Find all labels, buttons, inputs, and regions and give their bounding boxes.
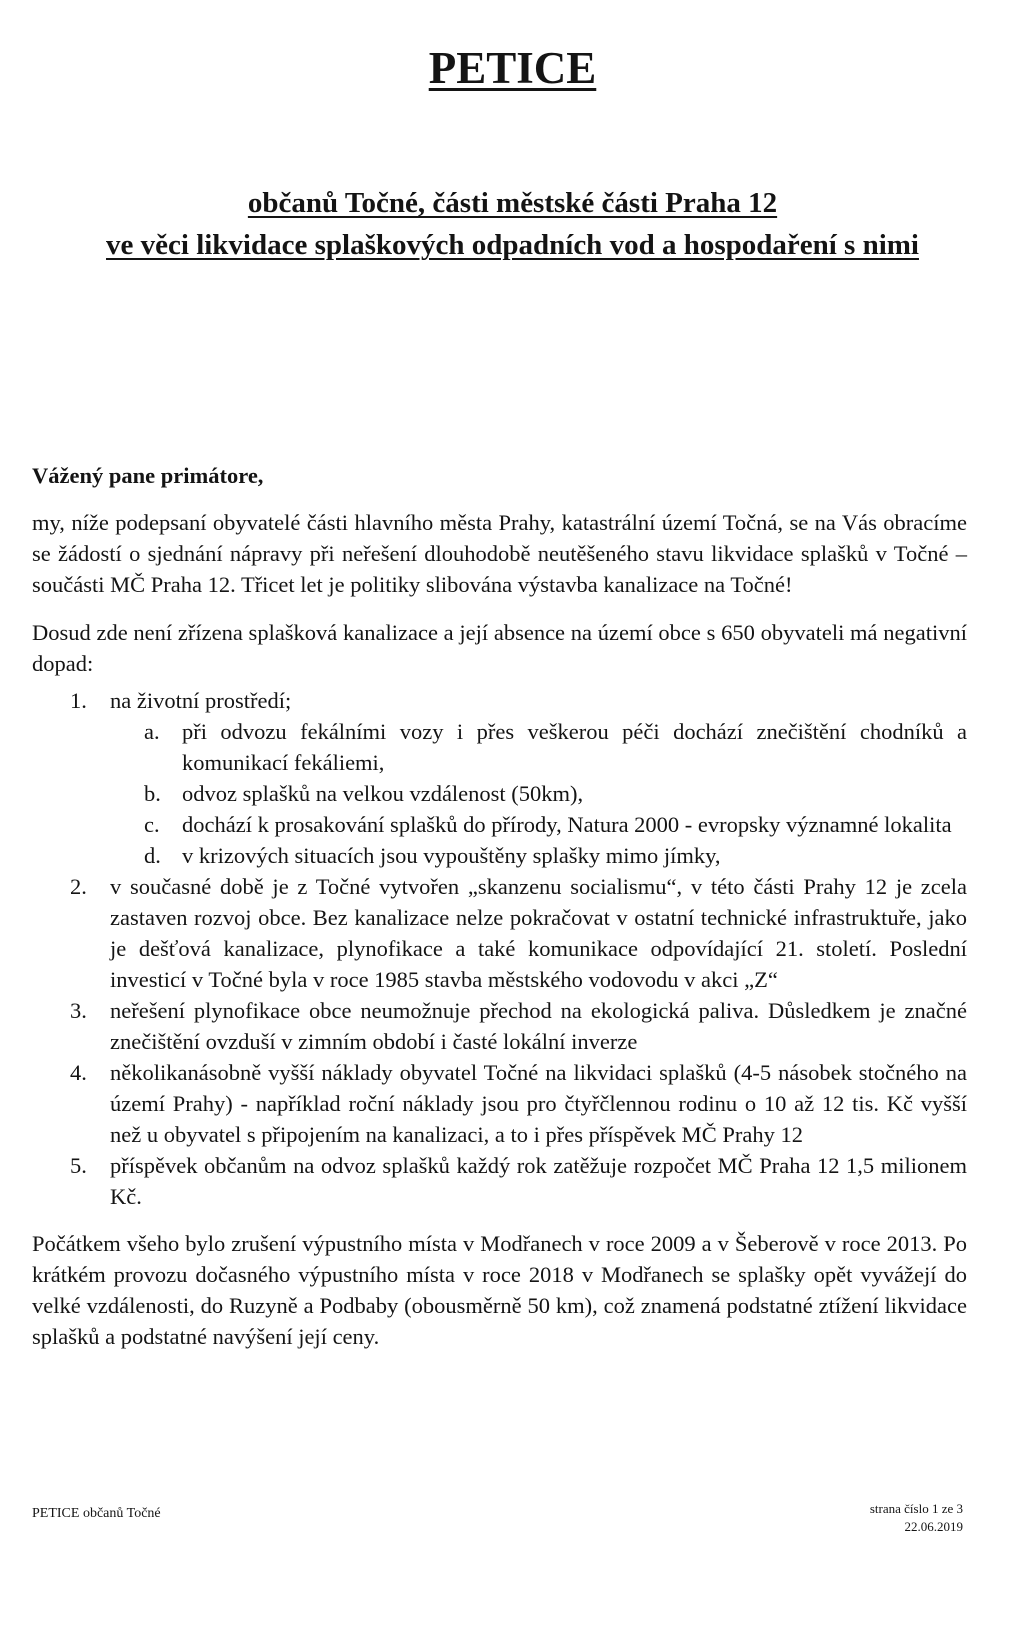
sub-list-item <box>110 840 967 871</box>
sub-list-item-text: dochází k prosakování splašků do přírody, Natura 2000 - evropsky významné lokalita <box>182 812 952 837</box>
list-item <box>32 685 967 871</box>
sub-list-item <box>110 716 967 778</box>
footer-date: 22.06.2019 <box>904 1519 963 1534</box>
list-item-number: 2. <box>70 874 87 899</box>
sub-list-item-letter: b. <box>144 781 161 806</box>
impact-intro-paragraph: Dosud zde není zřízena splašková kanalizace a její absence na území obce s 650 obyvateli má negativní dopad: <box>32 620 967 676</box>
list-item-text: neřešení plynofikace obce neumožnuje přechod na ekologická paliva. Důsledkem je značné znečištění ovzduší v zimním období i časté lokální inverze <box>110 998 967 1054</box>
salutation: Vážený pane primátore, <box>32 463 264 488</box>
closing-paragraph: Počátkem všeho bylo zrušení výpustního místa v Modřanech v roce 2009 a v Šeberově v roce 2013. Po krátkém provozu dočasného výpustního místa v roce 2018 v Modřanech se splašky opět vyvážejí do velké vzdálenosti, do Ruzyně a Podbaby (obousměrně 50 km), což znamená podstatné ztížení likvidace splašků a podstatné navýšení její ceny. <box>32 1231 967 1349</box>
document-subtitle <box>0 182 1025 266</box>
subtitle-line-2: ve věci likvidace splaškových odpadních vod a hospodaření s nimi <box>106 229 919 261</box>
sub-list-item-text: v krizových situacích jsou vypouštěny splašky mimo jímky, <box>182 843 721 868</box>
footer-page-number: strana číslo 1 ze 3 <box>869 1501 963 1516</box>
list-item-number: 4. <box>70 1060 87 1085</box>
list-item-number: 3. <box>70 998 87 1023</box>
sub-list-item <box>110 778 967 809</box>
sub-list-item-letter: c. <box>144 812 160 837</box>
sub-list-item-text: při odvozu fekálními vozy i přes veškerou péči dochází znečištění chodníků a komunikací fekáliemi, <box>182 719 967 775</box>
footer-page-info <box>870 1500 963 1536</box>
impact-list <box>32 685 967 1212</box>
sub-list <box>32 716 967 871</box>
list-item <box>32 995 967 1057</box>
petition-body <box>32 460 967 1369</box>
list-item <box>32 871 967 995</box>
sub-list-item <box>110 809 967 840</box>
list-item-number: 1. <box>70 688 87 713</box>
list-item-number: 5. <box>70 1153 87 1178</box>
list-item <box>32 1057 967 1150</box>
list-item-text: příspěvek občanům na odvoz splašků každý rok zatěžuje rozpočet MČ Praha 12 1,5 milionem Kč. <box>110 1153 967 1209</box>
subtitle-line-1: občanů Točné, části městské části Praha 12 <box>247 187 778 219</box>
list-item-text: několikanásobně vyšší náklady obyvatel Točné na likvidaci splašků (4-5 násobek stočného na území Prahy) - například roční náklady jsou pro čtyřčlennou rodinu o 10 až 12 tis. Kč vyšší než u obyvatel s připojením na kanalizaci, a to i přes příspěvek MČ Prahy 12 <box>110 1060 967 1147</box>
list-item-text: na životní prostředí; <box>110 688 292 713</box>
sub-list-item-letter: d. <box>144 843 161 868</box>
list-item-text: v současné době je z Točné vytvořen „skanzenu socialismu“, v této části Prahy 12 je zcela zastaven rozvoj obce. Bez kanalizace nelze pokračovat v ostatní technické infrastruktuře, jako je dešťová kanalizace, plynofikace a také komunikace odpovídající 21. století. Poslední investicí v Točné byla v roce 1985 stavba městského vodovodu v akci „Z“ <box>110 874 967 992</box>
intro-paragraph: my, níže podepsaní obyvatelé části hlavního města Prahy, katastrální území Točná, se na Vás obracíme se žádostí o sjednání nápravy při neřešení dlouhodobě neutěšeného stavu likvidace splašků v Točné – součásti MČ Praha 12. Třicet let je politiky slibována výstavba kanalizace na Točné! <box>32 510 967 597</box>
sub-list-item-letter: a. <box>144 719 160 744</box>
list-item <box>32 1150 967 1212</box>
footer-document-name: PETICE občanů Točné <box>32 1506 161 1521</box>
sub-list-item-text: odvoz splašků na velkou vzdálenost (50km), <box>182 781 584 806</box>
document-title: PETICE <box>428 43 597 93</box>
